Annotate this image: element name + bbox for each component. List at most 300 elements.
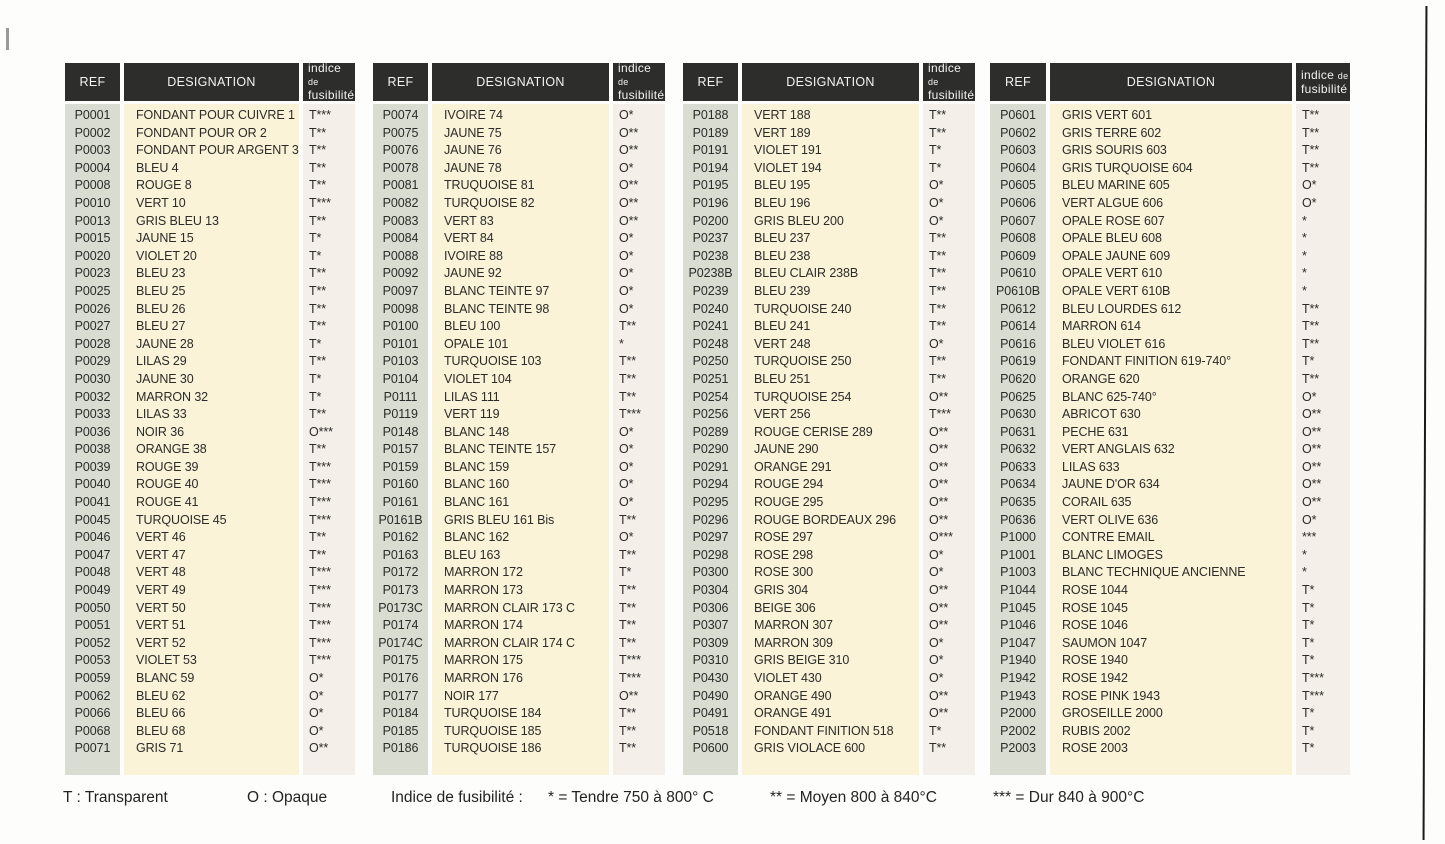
fusibility-cell: O**	[1302, 407, 1322, 422]
designation-cell: MARRON 172	[444, 565, 523, 580]
designation-cell: LILAS 29	[136, 354, 187, 369]
designation-cell: BLEU 237	[754, 231, 811, 246]
ref-cell: P0200	[692, 213, 729, 228]
ref-cell: P0289	[692, 424, 729, 439]
ref-cell: P0002	[74, 125, 111, 140]
designation-cell: GRIS BEIGE 310	[754, 653, 850, 668]
ref-cell: P0290	[692, 442, 729, 457]
ref-cell: P0291	[692, 459, 729, 474]
fusibility-cell: T*	[1302, 653, 1315, 668]
fusibility-cell: T***	[309, 459, 331, 474]
designation-cell: GRIS TERRE 602	[1062, 125, 1162, 140]
designation-cell: ROSE 1044	[1062, 583, 1128, 598]
designation-cell: TURQUOISE 185	[444, 723, 542, 738]
fusibility-cell: O*	[929, 653, 944, 668]
ref-cell: P0092	[382, 266, 419, 281]
legend-indice-label: Indice de fusibilité :	[391, 789, 523, 806]
ref-cell: P0119	[383, 407, 418, 422]
fusibility-cell: O*	[1302, 195, 1317, 210]
designation-cell: JAUNE 30	[136, 371, 194, 386]
fusibility-cell: T***	[1302, 688, 1324, 703]
fusibility-cell: T**	[619, 706, 637, 721]
fusibility-cell: T**	[309, 213, 327, 228]
fusibility-cell: O**	[619, 195, 639, 210]
designation-cell: MARRON 174	[444, 618, 523, 633]
fusibility-cell: T*	[929, 723, 942, 738]
fusibility-cell: T***	[309, 195, 331, 210]
designation-cell: BLANC 161	[444, 495, 510, 510]
fusibility-cell: O**	[619, 143, 639, 158]
designation-cell: BLANC 162	[444, 530, 510, 545]
designation-cell: BLEU 62	[136, 688, 186, 703]
fusibility-cell: T***	[619, 671, 641, 685]
designation-cell: GRIS BLEU 13	[136, 213, 219, 228]
ref-cell: P1044	[1000, 583, 1036, 598]
designation-cell: CORAIL 635	[1062, 495, 1132, 510]
designation-cell: ROSE 2003	[1062, 741, 1128, 756]
ref-cell: P1001	[1000, 547, 1036, 562]
fusibility-cell: T*	[1302, 618, 1315, 633]
fusibility-cell: T**	[619, 389, 637, 404]
ref-cell: P1047	[1000, 635, 1036, 650]
designation-cell: BLEU 100	[444, 319, 501, 334]
ref-header: REF	[683, 63, 738, 101]
designation-cell: NOIR 36	[136, 424, 184, 439]
fusibility-cell: O*	[1302, 389, 1317, 404]
fusibility-cell: T***	[309, 635, 331, 650]
fusibility-cell: O*	[619, 530, 634, 545]
designation-cell: BLEU 238	[754, 248, 811, 263]
designation-cell: MARRON 176	[444, 671, 523, 685]
fusibility-cell: T***	[929, 407, 951, 422]
ref-cell: P1046	[1000, 618, 1036, 633]
designation-cell: VIOLET 194	[754, 160, 822, 175]
ref-cell: P0081	[382, 178, 419, 193]
fusibility-cell: T**	[309, 319, 327, 334]
ref-cell: P0608	[1000, 231, 1036, 246]
ref-cell: P0491	[692, 706, 729, 721]
designation-cell: VERT 46	[136, 530, 186, 545]
designation-cell: OPALE 101	[444, 336, 509, 351]
designation-cell: LILAS 33	[136, 407, 187, 422]
ref-cell: P0241	[692, 319, 729, 334]
ref-cell: P0606	[1000, 195, 1036, 210]
fusibility-cell: *	[1302, 248, 1307, 263]
designation-cell: OPALE VERT 610B	[1062, 283, 1171, 298]
ref-cell: P0041	[74, 495, 111, 510]
designation-cell: ROSE 1942	[1062, 671, 1128, 685]
designation-cell: BLEU 23	[136, 266, 186, 281]
designation-header: DESIGNATION	[742, 63, 919, 101]
designation-header: DESIGNATION	[432, 63, 609, 101]
designation-cell: LILAS 633	[1062, 459, 1120, 474]
fusibility-cell: T***	[309, 600, 331, 615]
fusibility-cell: T*	[309, 371, 322, 386]
fusibility-cell: O*	[929, 213, 944, 228]
ref-cell: P1003	[1000, 565, 1036, 580]
fusibility-cell: O**	[929, 706, 949, 721]
fusibility-cell: O**	[929, 583, 949, 598]
ref-cell: P0189	[692, 125, 729, 140]
fusibility-cell: O**	[929, 600, 949, 615]
fusibility-cell: T**	[309, 442, 327, 457]
designation-cell: TURQUOISE 103	[444, 354, 542, 369]
scan-edge-line	[1423, 6, 1428, 840]
designation-cell: BLEU 196	[754, 195, 811, 210]
ref-cell: P0101	[382, 336, 419, 351]
ref-cell: P0607	[1000, 213, 1036, 228]
designation-cell: GRIS SOURIS 603	[1062, 143, 1167, 158]
ref-cell: P0045	[74, 512, 111, 527]
fusibility-cell: T**	[929, 371, 947, 386]
designation-cell: VERT 49	[136, 583, 186, 598]
ref-cell: P0195	[692, 178, 729, 193]
fusibility-cell: T***	[309, 565, 331, 580]
ref-column	[990, 104, 1046, 775]
designation-cell: FONDANT POUR ARGENT 3	[136, 143, 299, 158]
ref-cell: P0157	[382, 442, 419, 457]
ref-cell: P1942	[1000, 671, 1036, 685]
fusibility-cell: T**	[1302, 371, 1320, 386]
ref-cell: P0603	[1000, 143, 1036, 158]
ref-cell: P0609	[1000, 248, 1036, 263]
designation-cell: GRIS 71	[136, 741, 184, 756]
ref-cell: P1940	[1000, 653, 1036, 668]
fusibility-cell: O**	[1302, 477, 1322, 492]
designation-cell: FONDANT POUR CUIVRE 1	[136, 108, 295, 122]
ref-cell: P0238	[692, 248, 729, 263]
fusibility-cell: O***	[929, 530, 953, 545]
designation-cell: ROSE 300	[754, 565, 813, 580]
fusibility-cell: T*	[309, 336, 322, 351]
designation-cell: VERT 47	[136, 547, 186, 562]
fusibility-cell: T***	[309, 618, 331, 633]
ref-cell: P0046	[74, 530, 111, 545]
ref-cell: P0616	[1000, 336, 1036, 351]
fusibility-cell: T**	[929, 125, 947, 140]
designation-column	[1050, 104, 1292, 775]
designation-cell: ROUGE 40	[136, 477, 199, 492]
designation-cell: VIOLET 20	[136, 248, 197, 263]
ref-cell: P0172	[382, 565, 419, 580]
designation-cell: IVOIRE 74	[444, 108, 503, 122]
designation-cell: LILAS 111	[444, 389, 500, 404]
fusibility-cell: O*	[619, 477, 634, 492]
ref-cell: P0256	[692, 407, 729, 422]
scan-artifact	[6, 28, 9, 50]
fusibility-header-line2: fusibilité	[928, 88, 975, 102]
fusibility-header-line2: fusibilité	[308, 88, 355, 102]
color-table-3	[683, 63, 975, 775]
fusibility-cell: T**	[929, 301, 947, 316]
designation-cell: ROUGE 41	[136, 495, 199, 510]
ref-cell: P0306	[692, 600, 729, 615]
fusibility-cell: T**	[929, 319, 947, 334]
designation-cell: BLANC 148	[444, 424, 510, 439]
ref-cell: P0075	[382, 125, 419, 140]
designation-cell: JAUNE 76	[444, 143, 502, 158]
designation-cell: VIOLET 53	[136, 653, 197, 668]
ref-cell: P0602	[1000, 125, 1036, 140]
designation-cell: BLEU CLAIR 238B	[754, 266, 859, 281]
ref-cell: P0610	[1000, 266, 1036, 281]
fusibility-cell: T**	[309, 530, 327, 545]
fusibility-cell: O**	[929, 618, 949, 633]
fusibility-cell: T**	[619, 635, 637, 650]
color-table-2	[373, 63, 665, 775]
fusibility-cell: T**	[1302, 301, 1320, 316]
table-body	[683, 104, 975, 775]
fusibility-cell: O*	[619, 459, 634, 474]
fusibility-cell: T**	[619, 600, 637, 615]
fusibility-cell: O*	[929, 195, 944, 210]
fusibility-cell: O*	[309, 723, 324, 738]
ref-cell: P0604	[1000, 160, 1036, 175]
fusibility-cell: T***	[309, 583, 331, 598]
designation-cell: BLEU LOURDES 612	[1062, 301, 1182, 316]
fusibility-cell: T**	[309, 547, 327, 562]
designation-cell: BLEU 241	[754, 319, 811, 334]
designation-cell: BLANC LIMOGES	[1062, 547, 1163, 562]
table-header	[65, 63, 355, 101]
fusibility-cell: T**	[1302, 336, 1320, 351]
ref-cell: P0111	[383, 389, 418, 404]
designation-cell: ROSE PINK 1943	[1062, 688, 1160, 703]
designation-cell: ROUGE CERISE 289	[754, 424, 873, 439]
designation-cell: ROUGE 8	[136, 178, 192, 193]
ref-cell: P0188	[692, 108, 729, 122]
fusibility-cell: T**	[929, 248, 947, 263]
fusibility-cell: O**	[929, 389, 949, 404]
legend-moyen: ** = Moyen 800 à 840°C	[770, 789, 937, 806]
ref-cell: P0076	[382, 143, 419, 158]
fusibility-cell: T**	[619, 512, 637, 527]
designation-cell: BLANC 160	[444, 477, 510, 492]
fusibility-header-line1: indice de	[928, 61, 962, 87]
designation-cell: BLEU MARINE 605	[1062, 178, 1170, 193]
designation-cell: TURQUOISE 254	[754, 389, 852, 404]
fusibility-cell: O*	[619, 495, 634, 510]
ref-cell: P0088	[382, 248, 419, 263]
ref-cell: P0518	[692, 723, 729, 738]
designation-cell: BLANC TEINTE 97	[444, 283, 550, 298]
ref-header: REF	[65, 63, 120, 101]
ref-cell: P0148	[382, 424, 419, 439]
fusibility-cell: *	[619, 336, 624, 351]
designation-cell: ROSE 298	[754, 547, 813, 562]
fusibility-header	[923, 63, 975, 101]
ref-cell: P0084	[382, 231, 419, 246]
fusibility-cell: O*	[619, 160, 634, 175]
ref-cell: P0296	[692, 512, 729, 527]
table-body	[373, 104, 665, 775]
ref-cell: P1943	[1000, 688, 1036, 703]
fusibility-header-line2: fusibilité	[618, 88, 665, 102]
designation-cell: OPALE VERT 610	[1062, 266, 1163, 281]
designation-cell: BLANC TEINTE 98	[444, 301, 550, 316]
designation-cell: TURQUOISE 186	[444, 741, 542, 756]
fusibility-cell: O**	[1302, 442, 1322, 457]
designation-header: DESIGNATION	[1050, 63, 1292, 101]
fusibility-cell: T*	[309, 248, 322, 263]
designation-cell: GROSEILLE 2000	[1062, 706, 1163, 721]
designation-cell: MARRON CLAIR 174 C	[444, 635, 575, 650]
designation-cell: BLEU 27	[136, 319, 186, 334]
ref-cell: P0038	[74, 442, 111, 457]
designation-cell: ROSE 1940	[1062, 653, 1128, 668]
fusibility-cell: O**	[929, 477, 949, 492]
ref-column	[373, 104, 428, 775]
designation-cell: BLANC TECHNIQUE ANCIENNE	[1062, 565, 1246, 580]
ref-cell: P0098	[382, 301, 419, 316]
fusibility-cell: O**	[929, 424, 949, 439]
ref-cell: P0062	[74, 688, 111, 703]
ref-cell: P0248	[692, 336, 729, 351]
designation-cell: ORANGE 38	[136, 442, 207, 457]
ref-cell: P0008	[74, 178, 111, 193]
designation-cell: PECHE 631	[1062, 424, 1129, 439]
ref-cell: P0600	[692, 741, 729, 756]
fusibility-cell: T**	[929, 741, 947, 756]
ref-cell: P0237	[692, 231, 729, 246]
fusibility-cell: T**	[619, 319, 637, 334]
fusibility-cell: T**	[309, 160, 327, 175]
table-header	[990, 63, 1350, 101]
designation-cell: ORANGE 291	[754, 459, 832, 474]
fusibility-cell: T**	[619, 741, 637, 756]
fusibility-cell: *	[1302, 231, 1307, 246]
ref-cell: P0160	[382, 477, 419, 492]
designation-cell: BLEU 239	[754, 283, 811, 298]
fusibility-cell: T*	[1302, 706, 1315, 721]
ref-cell: P0174C	[378, 635, 423, 650]
fusibility-cell: O*	[309, 671, 324, 685]
designation-cell: VERT ALGUE 606	[1062, 195, 1163, 210]
ref-cell: P0001	[74, 108, 111, 122]
designation-cell: JAUNE 28	[136, 336, 194, 351]
fusibility-cell: O**	[1302, 495, 1322, 510]
ref-cell: P0029	[74, 354, 111, 369]
designation-cell: VERT 83	[444, 213, 494, 228]
designation-cell: BLEU 251	[754, 371, 811, 386]
ref-cell: P0050	[74, 600, 111, 615]
fusibility-cell: *	[1302, 266, 1307, 281]
designation-cell: BLANC 159	[444, 459, 510, 474]
ref-cell: P0430	[692, 671, 729, 685]
ref-cell: P0254	[692, 389, 729, 404]
ref-cell: P0049	[74, 583, 111, 598]
designation-cell: SAUMON 1047	[1062, 635, 1148, 650]
fusibility-cell: O*	[1302, 512, 1317, 527]
fusibility-cell: O*	[929, 336, 944, 351]
fusibility-cell: O*	[619, 301, 634, 316]
ref-cell: P0033	[74, 407, 111, 422]
fusibility-cell: O*	[1302, 178, 1317, 193]
fusibility-header-line1: indice de	[308, 61, 342, 87]
ref-cell: P0175	[382, 653, 419, 668]
designation-cell: RUBIS 2002	[1062, 723, 1131, 738]
fusibility-column	[303, 104, 355, 775]
designation-cell: FONDANT POUR OR 2	[136, 125, 267, 140]
fusibility-cell: T***	[1302, 671, 1324, 685]
ref-cell: P2003	[1000, 741, 1036, 756]
fusibility-cell: T***	[309, 477, 331, 492]
fusibility-cell: T***	[309, 653, 331, 668]
fusibility-cell: *	[1302, 213, 1307, 228]
ref-cell: P2000	[1000, 706, 1036, 721]
fusibility-cell: T**	[309, 143, 327, 158]
fusibility-cell: O**	[929, 512, 949, 527]
ref-cell: P0631	[1000, 424, 1036, 439]
ref-cell: P0176	[382, 671, 419, 685]
designation-cell: OPALE BLEU 608	[1062, 231, 1162, 246]
ref-cell: P2002	[1000, 723, 1036, 738]
designation-cell: VERT 84	[444, 231, 494, 246]
designation-cell: JAUNE 15	[136, 231, 194, 246]
designation-cell: VERT 48	[136, 565, 186, 580]
ref-cell: P0161B	[378, 512, 423, 527]
designation-cell: OPALE JAUNE 609	[1062, 248, 1171, 263]
ref-cell: P0177	[382, 688, 419, 703]
ref-cell: P0191	[692, 143, 729, 158]
designation-header: DESIGNATION	[124, 63, 299, 101]
fusibility-cell: O*	[619, 283, 634, 298]
designation-cell: BLEU 195	[754, 178, 811, 193]
designation-cell: TURQUOISE 45	[136, 512, 227, 527]
ref-column	[683, 104, 738, 775]
designation-cell: GRIS TURQUOISE 604	[1062, 160, 1193, 175]
designation-cell: TURQUOISE 240	[754, 301, 852, 316]
designation-cell: JAUNE 75	[444, 125, 502, 140]
ref-cell: P0310	[692, 653, 729, 668]
fusibility-cell: T**	[929, 231, 947, 246]
fusibility-cell: T**	[619, 723, 637, 738]
designation-column	[124, 104, 299, 775]
fusibility-cell: O***	[309, 424, 333, 439]
designation-cell: MARRON CLAIR 173 C	[444, 600, 575, 615]
ref-cell: P0010	[74, 195, 111, 210]
table-header	[373, 63, 665, 101]
ref-cell: P0032	[74, 389, 111, 404]
fusibility-cell: T*	[1302, 723, 1315, 738]
fusibility-cell: O*	[929, 635, 944, 650]
designation-cell: VERT 119	[444, 407, 500, 422]
ref-cell: P0614	[1000, 319, 1036, 334]
fusibility-header-line2: fusibilité	[1301, 81, 1348, 96]
fusibility-cell: T**	[1302, 143, 1320, 158]
designation-cell: MARRON 32	[136, 389, 209, 404]
fusibility-cell: T*	[1302, 354, 1315, 369]
fusibility-cell: O**	[1302, 459, 1322, 474]
designation-cell: VERT 51	[136, 618, 186, 633]
fusibility-cell: O*	[929, 547, 944, 562]
fusibility-cell: ***	[1302, 530, 1317, 545]
table-body	[990, 104, 1350, 775]
fusibility-cell: T***	[619, 407, 641, 422]
ref-cell: P0625	[1000, 389, 1036, 404]
designation-cell: OPALE ROSE 607	[1062, 213, 1165, 228]
designation-cell: ORANGE 620	[1062, 371, 1140, 386]
designation-cell: BLEU 68	[136, 723, 186, 738]
fusibility-cell: T*	[1302, 741, 1315, 756]
ref-cell: P0004	[74, 160, 111, 175]
ref-cell: P0039	[74, 459, 111, 474]
designation-cell: ROSE 1045	[1062, 600, 1128, 615]
ref-cell: P0196	[692, 195, 729, 210]
fusibility-cell: *	[1302, 547, 1307, 562]
ref-cell: P0013	[74, 213, 111, 228]
legend-tendre: * = Tendre 750 à 800° C	[548, 789, 714, 806]
